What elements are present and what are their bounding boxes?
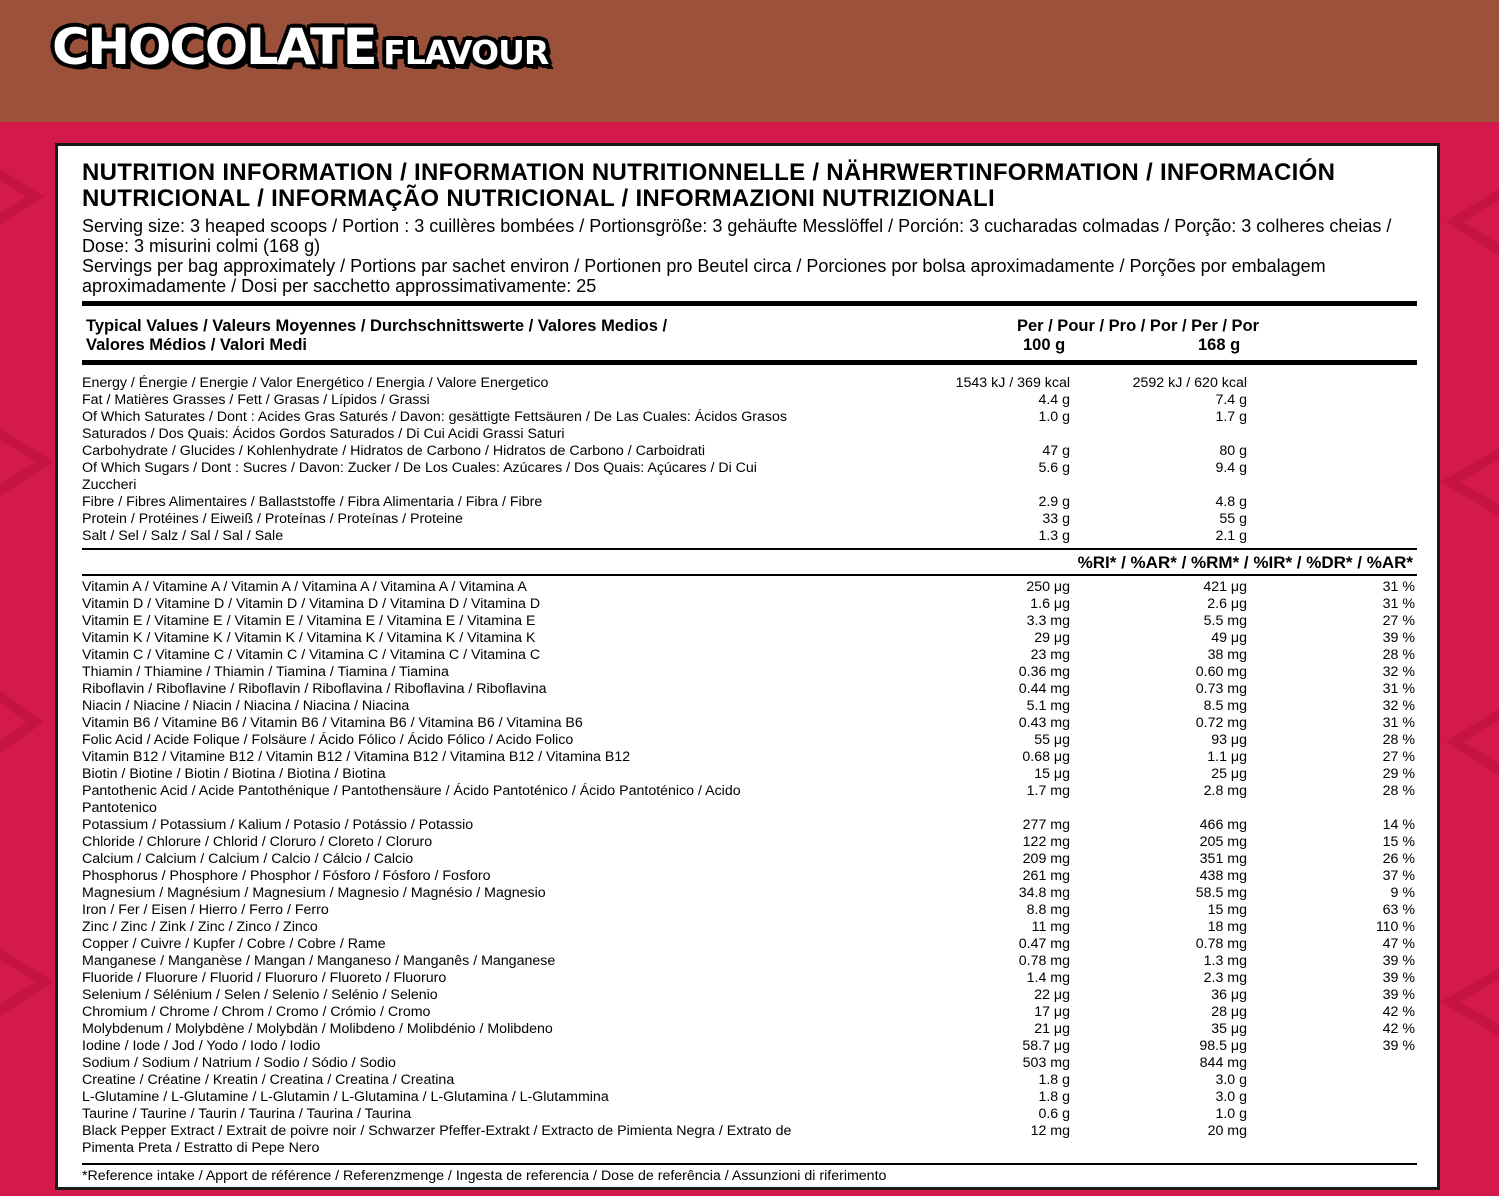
nutrition-panel [55,143,1440,1190]
reference-intake-percent: 28 % [1382,732,1415,748]
col-100g-header: 100 g [1023,336,1066,354]
value-per-100g: 0.44 mg [1018,681,1070,697]
reference-intake-percent: 32 % [1382,664,1415,680]
reference-intake-percent: 47 % [1382,936,1415,952]
nutrient-label: Biotin / Biotine / Biotin / Biotina / Biotina / Biotina [82,766,386,782]
value-per-168g: 5.5 mg [1203,613,1247,629]
title-sub: FLAVOUR [383,33,549,72]
value-per-100g: 21 μg [1034,1021,1070,1037]
value-per-100g: 1.8 g [1038,1089,1070,1105]
reference-intake-percent: 39 % [1382,953,1415,969]
value-per-100g: 1.4 mg [1026,970,1070,986]
value-per-168g: 421 μg [1203,579,1247,595]
typical-values-header: Typical Values / Valeurs Moyennes / Durchschnittswerte / Valores Medios / Valores Médios / Valori Medi [86,317,668,354]
nutrient-label: Manganese / Manganèse / Mangan / Manganeso / Manganês / Manganese [82,953,556,969]
value-per-168g: 58.5 mg [1195,885,1247,901]
nutrient-label: Vitamin B12 / Vitamine B12 / Vitamin B12 / Vitamina B12 / Vitamina B12 / Vitamina B12 [82,749,631,765]
nutrient-label: Fluoride / Fluorure / Fluorid / Fluoruro / Fluoreto / Fluoruro [82,970,447,986]
value-per-100g: 0.68 μg [1022,749,1070,765]
value-per-168g: 36 μg [1211,987,1247,1003]
divider-thick-mid [82,360,1417,365]
value-per-100g: 4.4 g [1038,392,1070,408]
value-per-168g: 25 μg [1211,766,1247,782]
reference-intake-percent: 28 % [1382,783,1415,799]
value-per-100g: 0.43 mg [1018,715,1070,731]
value-per-168g: 0.60 mg [1195,664,1247,680]
reference-intake-percent: 39 % [1382,970,1415,986]
value-per-100g: 8.8 mg [1026,902,1070,918]
value-per-100g: 1.6 μg [1030,596,1070,612]
nutrient-label: Copper / Cuivre / Kupfer / Cobre / Cobre / Rame [82,936,386,952]
value-per-100g: 0.47 mg [1018,936,1070,952]
value-per-168g: 93 μg [1211,732,1247,748]
value-per-100g: 15 μg [1034,766,1070,782]
value-per-168g: 55 g [1219,511,1247,527]
nutrient-label: Protein / Protéines / Eiweiß / Proteínas / Proteínas / Proteine [82,511,463,527]
value-per-100g: 47 g [1042,443,1070,459]
nutrient-label: Vitamin B6 / Vitamine B6 / Vitamin B6 / Vitamina B6 / Vitamina B6 / Vitamina B6 [82,715,583,731]
nutrient-label: Vitamin D / Vitamine D / Vitamin D / Vitamina D / Vitamina D / Vitamina D [82,596,541,612]
header-band [0,0,1499,122]
nutrient-label: Fibre / Fibres Alimentaires / Ballaststoffe / Fibra Alimentaria / Fibra / Fibre [82,494,543,510]
value-per-100g: 1543 kJ / 369 kcal [955,375,1070,391]
divider-thin-2 [82,574,1417,576]
reference-intake-percent: 39 % [1382,630,1415,646]
per-label: Per / Pour / Pro / Por / Per / Por [1016,317,1260,335]
serving-size: Serving size: 3 heaped scoops / Portion : 3 cuillères bombées / Portionsgröße: 3 gehäufte Messlöffel / Porción: 3 cucharadas colmadas / Porção: 3 colheres cheias / Dose: 3 misurini colmi (168 g) [82,216,1392,256]
nutrient-label: Iron / Fer / Eisen / Hierro / Ferro / Ferro [82,902,329,918]
value-per-100g: 5.1 mg [1026,698,1070,714]
nutrient-label: Vitamin C / Vitamine C / Vitamin C / Vitamina C / Vitamina C / Vitamina C [82,647,541,663]
reference-intake-percent: 63 % [1382,902,1415,918]
value-per-168g: 844 mg [1199,1055,1247,1071]
divider-thin-1 [82,548,1417,550]
value-per-100g: 33 g [1042,511,1070,527]
value-per-168g: 2.6 μg [1207,596,1247,612]
value-per-168g: 20 mg [1207,1123,1247,1139]
value-per-100g: 261 mg [1022,868,1070,884]
nutrient-label: Selenium / Sélénium / Selen / Selenio / Selénio / Selenio [82,987,438,1003]
value-per-168g: 9.4 g [1215,460,1247,476]
value-per-168g: 2.3 mg [1203,970,1247,986]
nutrient-label: Calcium / Calcium / Calcium / Calcio / Cálcio / Calcio [82,851,414,867]
reference-intake-percent: 15 % [1382,834,1415,850]
reference-intake-percent: 31 % [1382,715,1415,731]
nutrient-label: Sodium / Sodium / Natrium / Sodio / Sódio / Sodio [82,1055,396,1071]
value-per-168g: 18 mg [1207,919,1247,935]
value-per-100g: 12 mg [1030,1123,1070,1139]
value-per-168g: 38 mg [1207,647,1247,663]
value-per-168g: 205 mg [1199,834,1247,850]
nutrient-label: Chloride / Chlorure / Chlorid / Cloruro / Cloreto / Cloruro [82,834,433,850]
divider-thin-3 [82,1163,1417,1165]
nutrient-label: Thiamin / Thiamine / Thiamin / Tiamina / Tiamina / Tiamina [82,664,449,680]
value-per-168g: 466 mg [1199,817,1247,833]
servings-per-bag: Servings per bag approximately / Portions par sachet environ / Portionen pro Beutel circa / Porciones por bolsa aproximadamente / Porções por embalagem aproximadamente / Dosi per sacchetto approssimativamente: 25 [82,256,1326,296]
nutrient-label: Vitamin E / Vitamine E / Vitamin E / Vitamina E / Vitamina E / Vitamina E [82,613,536,629]
value-per-168g: 0.78 mg [1195,936,1247,952]
value-per-100g: 55 μg [1034,732,1070,748]
value-per-168g: 1.3 mg [1203,953,1247,969]
value-per-168g: 1.7 g [1215,409,1247,425]
value-per-168g: 1.1 μg [1207,749,1247,765]
reference-intake-percent: 27 % [1382,613,1415,629]
value-per-100g: 0.78 mg [1018,953,1070,969]
value-per-100g: 1.7 mg [1026,783,1070,799]
reference-intake-percent: 31 % [1382,681,1415,697]
value-per-168g: 80 g [1219,443,1247,459]
nutrient-label: Phosphorus / Phosphore / Phosphor / Fósforo / Fósforo / Fosforo [82,868,491,884]
reference-intake-percent: 42 % [1382,1004,1415,1020]
flavour-title [52,18,548,82]
value-per-100g: 5.6 g [1038,460,1070,476]
nutrient-label: Fat / Matières Grasses / Fett / Grasas / Lípidos / Grassi [82,392,430,408]
nutrient-label: Niacin / Niacine / Niacin / Niacina / Niacina / Niacina [82,698,410,714]
reference-intake-percent: 29 % [1382,766,1415,782]
nutrient-label: Salt / Sel / Salz / Sal / Sal / Sale [82,528,284,544]
nutrient-label: Potassium / Potassium / Kalium / Potasio / Potássio / Potassio [82,817,474,833]
value-per-100g: 0.6 g [1038,1106,1070,1122]
nutrition-heading: NUTRITION INFORMATION / INFORMATION NUTRITIONNELLE / NÄHRWERTINFORMATION / INFORMACIÓN NUTRICIONAL / INFORMAÇÃO NUTRICIONAL / INFORMAZIONI NUTRIZIONALI [82,159,1336,212]
reference-intake-percent: 32 % [1382,698,1415,714]
value-per-100g: 0.36 mg [1018,664,1070,680]
value-per-168g: 4.8 g [1215,494,1247,510]
nutrient-label: Pantothenic Acid / Acide Pantothénique / Pantothensäure / Ácido Pantoténico / Ácido Pantoténico / Acido Pantotenico [82,783,741,816]
nutrient-label: Creatine / Créatine / Kreatin / Creatina / Creatina / Creatina [82,1072,455,1088]
nutrient-label: Black Pepper Extract / Extrait de poivre noir / Schwarzer Pfeffer-Extrakt / Extracto de Pimienta Negra / Extrato de Pimenta Preta / Estratto di Pepe Nero [82,1123,792,1156]
value-per-100g: 1.8 g [1038,1072,1070,1088]
value-per-100g: 250 μg [1026,579,1070,595]
nutrient-label: Of Which Sugars / Dont : Sucres / Davon: Zucker / De Los Cuales: Azúcares / Dos Quais: Açúcares / Di Cui Zuccheri [82,460,757,493]
reference-intake-percent: 39 % [1382,1038,1415,1054]
value-per-168g: 8.5 mg [1203,698,1247,714]
nutrient-label: L-Glutamine / L-Glutamine / L-Glutamin / L-Glutamina / L-Glutamina / L-Glutammina [82,1089,609,1105]
nutrient-label: Magnesium / Magnésium / Magnesium / Magnesio / Magnésio / Magnesio [82,885,546,901]
reference-intake-percent: 37 % [1382,868,1415,884]
reference-intake-percent: 14 % [1382,817,1415,833]
reference-intake-percent: 28 % [1382,647,1415,663]
col-168g-header: 168 g [1198,336,1241,354]
nutrient-label: Iodine / Iode / Jod / Yodo / Iodo / Iodio [82,1038,321,1054]
value-per-100g: 277 mg [1022,817,1070,833]
value-per-100g: 1.3 g [1038,528,1070,544]
nutrient-label: Taurine / Taurine / Taurin / Taurina / Taurina / Taurina [82,1106,412,1122]
value-per-100g: 209 mg [1022,851,1070,867]
value-per-168g: 3.0 g [1215,1089,1247,1105]
nutrient-label: Of Which Saturates / Dont : Acides Gras Saturés / Davon: gesättigte Fettsäuren / De Las Cuales: Ácidos Grasos Saturados / Dos Quais: Ácidos Gordos Saturados / Di Cui Acidi Grassi Saturi [82,409,787,442]
ri-header: %RI* / %AR* / %RM* / %IR* / %DR* / %AR* [1077,553,1413,572]
value-per-168g: 2592 kJ / 620 kcal [1132,375,1247,391]
reference-intake-percent: 39 % [1382,987,1415,1003]
value-per-168g: 2.1 g [1215,528,1247,544]
value-per-100g: 503 mg [1022,1055,1070,1071]
value-per-168g: 438 mg [1199,868,1247,884]
reference-intake-percent: 27 % [1382,749,1415,765]
value-per-168g: 1.0 g [1215,1106,1247,1122]
value-per-168g: 0.72 mg [1195,715,1247,731]
value-per-168g: 2.8 mg [1203,783,1247,799]
value-per-100g: 3.3 mg [1026,613,1070,629]
value-per-168g: 3.0 g [1215,1072,1247,1088]
title-main: CHOCOLATE [52,18,376,76]
reference-intake-percent: 26 % [1382,851,1415,867]
nutrient-label: Riboflavin / Riboflavine / Riboflavin / Riboflavina / Riboflavina / Riboflavina [82,681,547,697]
value-per-100g: 29 μg [1034,630,1070,646]
reference-intake-percent: 42 % [1382,1021,1415,1037]
nutrient-label: Vitamin A / Vitamine A / Vitamin A / Vitamina A / Vitamina A / Vitamina A [82,579,527,595]
nutrient-label: Energy / Énergie / Energie / Valor Energético / Energia / Valore Energetico [82,375,549,391]
value-per-100g: 34.8 mg [1018,885,1070,901]
value-per-100g: 1.0 g [1038,409,1070,425]
nutrient-label: Folic Acid / Acide Folique / Folsäure / Ácido Fólico / Ácido Fólico / Acido Folico [82,732,574,748]
reference-intake-percent: 9 % [1390,885,1415,901]
value-per-168g: 49 μg [1211,630,1247,646]
nutrient-label: Carbohydrate / Glucides / Kohlenhydrate / Hidratos de Carbono / Hidratos de Carbono / Carboidrati [82,443,706,459]
value-per-168g: 35 μg [1211,1021,1247,1037]
value-per-100g: 17 μg [1034,1004,1070,1020]
value-per-168g: 98.5 μg [1199,1038,1247,1054]
nutrient-label: Molybdenum / Molybdène / Molybdän / Molibdeno / Molibdénio / Molibdeno [82,1021,553,1037]
serving-info [82,216,1422,296]
value-per-100g: 58.7 μg [1022,1038,1070,1054]
value-per-100g: 23 mg [1030,647,1070,663]
value-per-100g: 2.9 g [1038,494,1070,510]
value-per-168g: 0.73 mg [1195,681,1247,697]
value-per-168g: 28 μg [1211,1004,1247,1020]
value-per-168g: 15 mg [1207,902,1247,918]
reference-intake-percent: 31 % [1382,596,1415,612]
nutrient-label: Zinc / Zinc / Zink / Zinc / Zinco / Zinco [82,919,318,935]
reference-intake-percent: 31 % [1382,579,1415,595]
nutrient-label: Chromium / Chrome / Chrom / Cromo / Crómio / Cromo [82,1004,431,1020]
divider-thick-top [82,301,1417,306]
nutrient-label: Vitamin K / Vitamine K / Vitamin K / Vitamina K / Vitamina K / Vitamina K [82,630,536,646]
per-header [978,317,1298,355]
value-per-100g: 122 mg [1022,834,1070,850]
value-per-168g: 7.4 g [1215,392,1247,408]
value-per-168g: 351 mg [1199,851,1247,867]
reference-intake-percent: 110 % [1375,919,1415,935]
value-per-100g: 11 mg [1031,919,1070,935]
value-per-100g: 22 μg [1034,987,1070,1003]
footnote: *Reference intake / Apport de référence / Referenzmenge / Ingesta de referencia / Dose de referência / Assunzioni di riferimento [82,1168,887,1184]
